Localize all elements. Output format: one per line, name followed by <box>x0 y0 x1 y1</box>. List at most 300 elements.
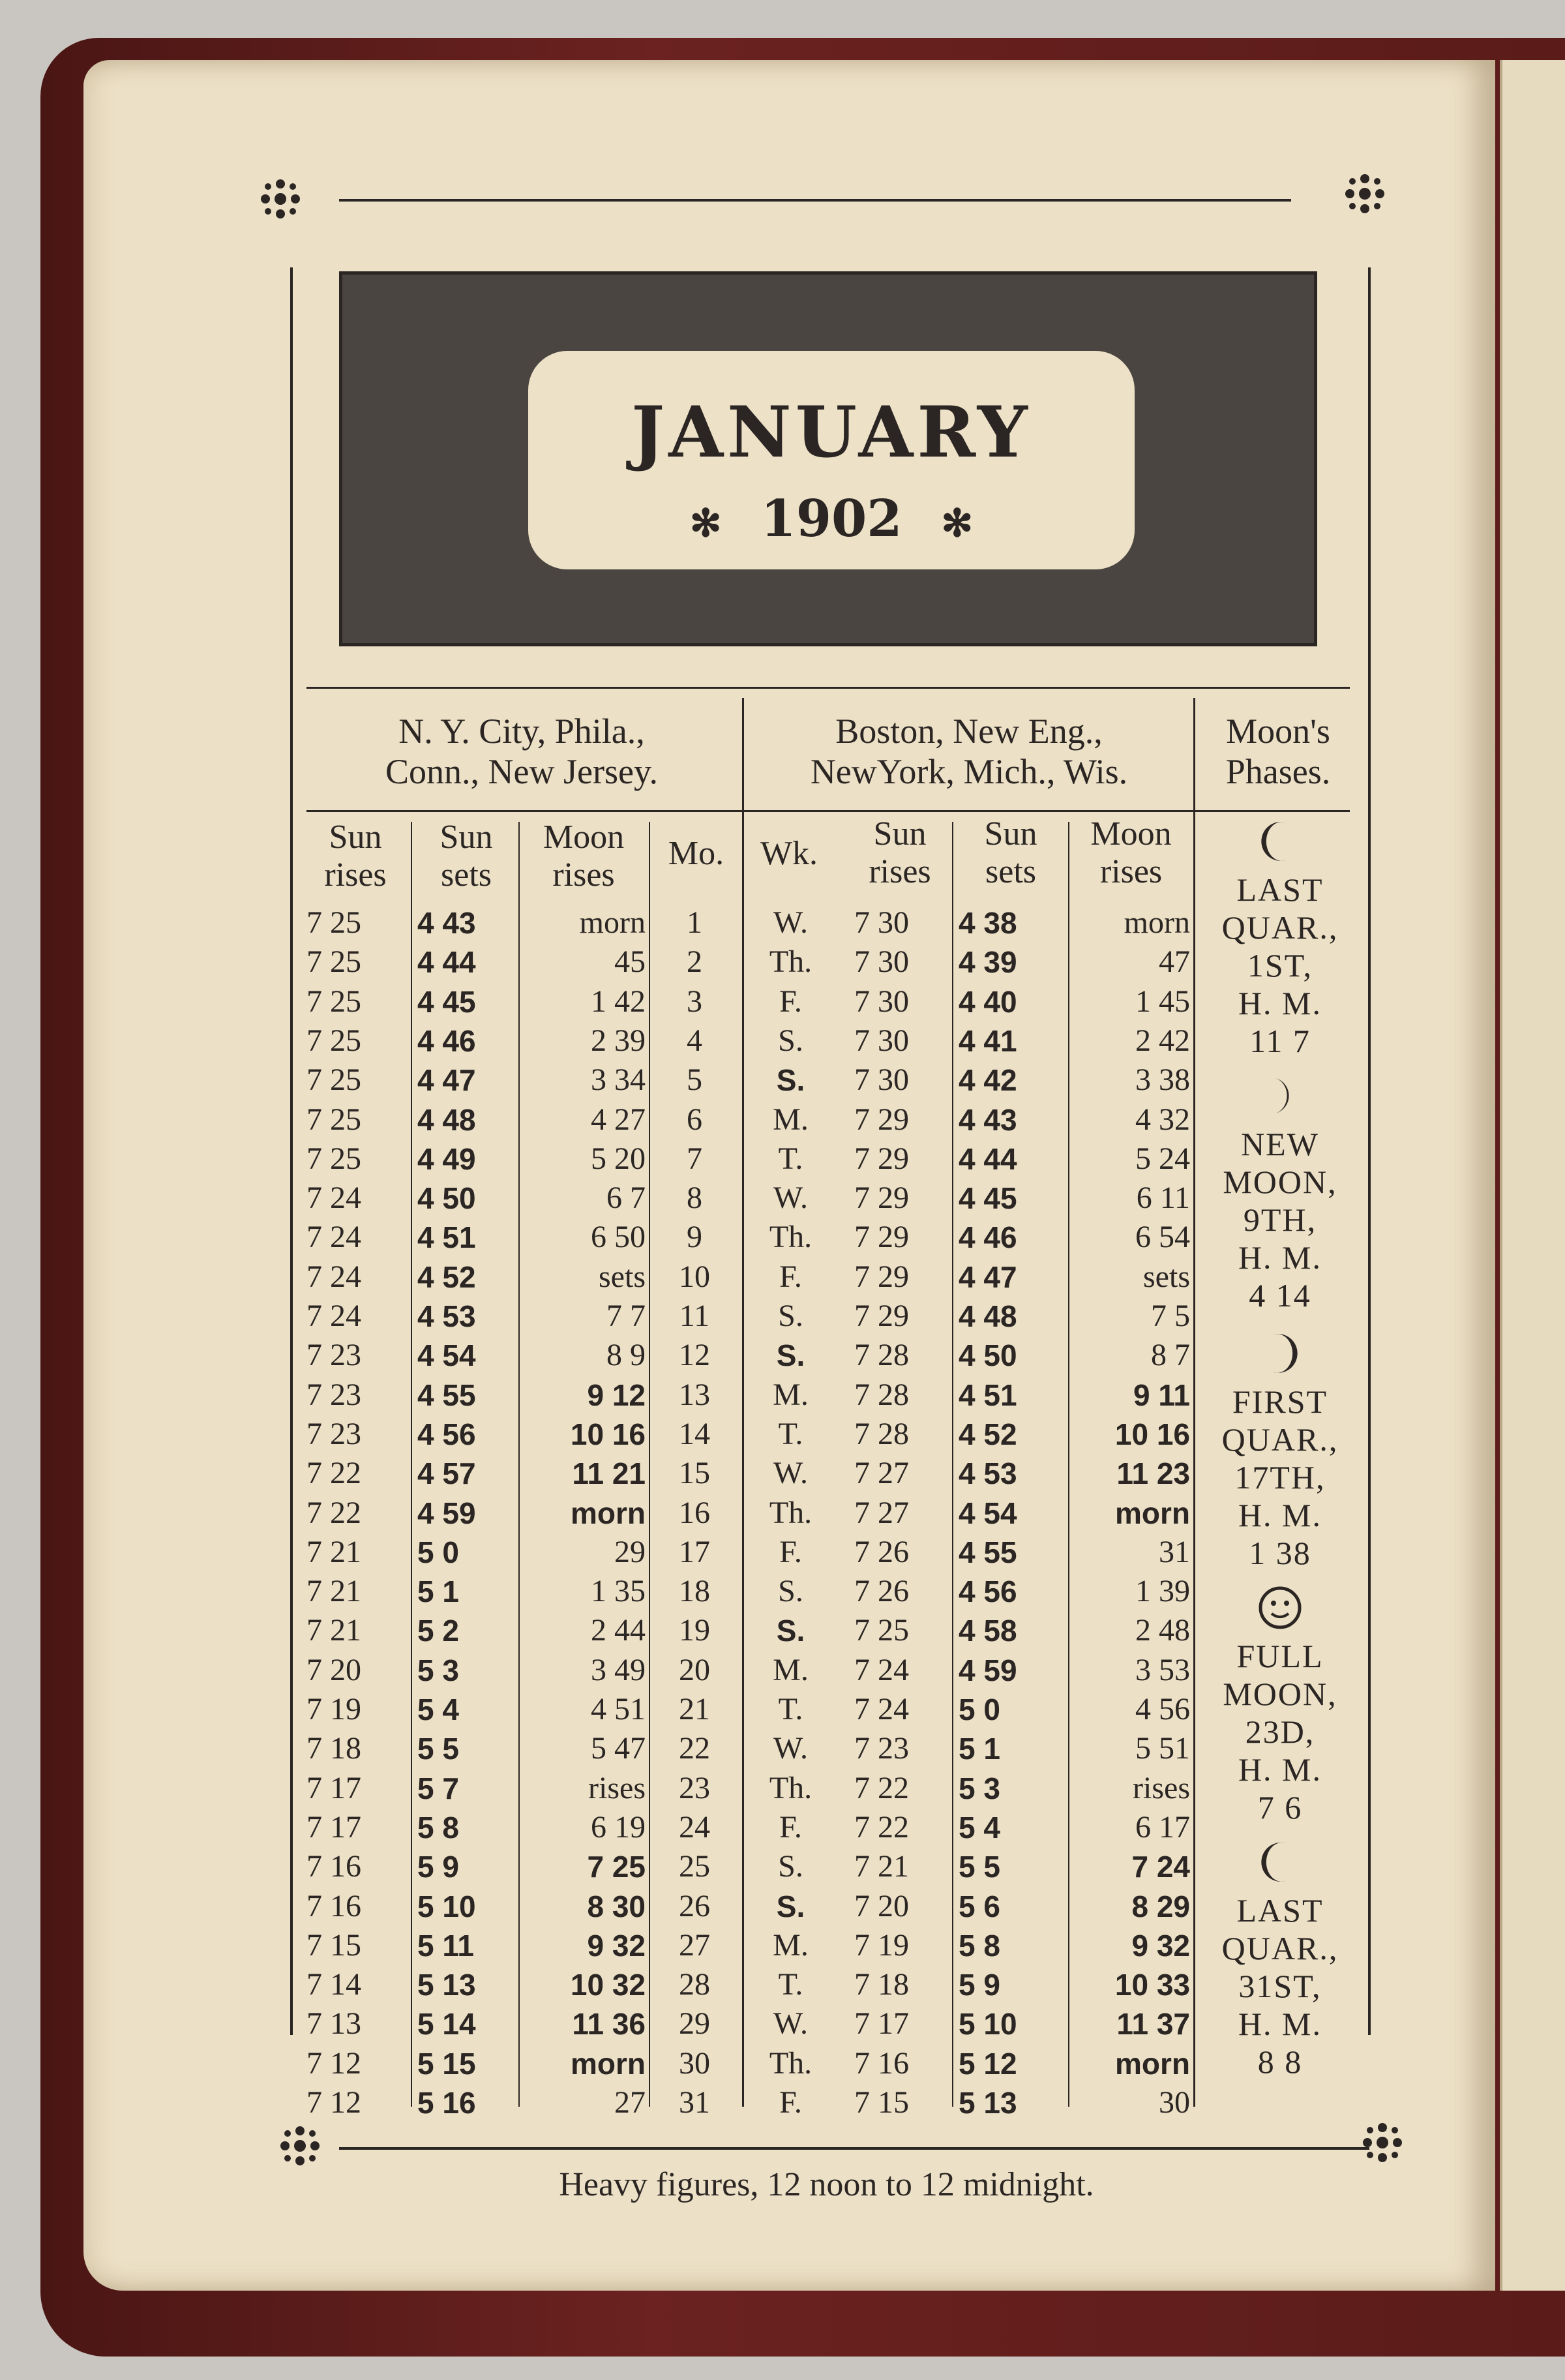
table-cell-b-moon: 6 17 <box>1135 1810 1190 1845</box>
table-cell-a-rise: 7 24 <box>306 1299 361 1333</box>
moon-phase-line: H. M. <box>1238 1239 1322 1276</box>
table-cell-wk: T. <box>778 1417 803 1451</box>
table-cell-b-rise: 7 16 <box>854 2046 909 2081</box>
table-cell-a-moon: 6 7 <box>606 1181 646 1215</box>
table-cell-b-rise: 7 29 <box>854 1102 909 1137</box>
table-cell-b-rise: 7 30 <box>854 984 909 1019</box>
table-cell-a-moon: rises <box>588 1771 646 1805</box>
moon-phase-line: H. M. <box>1238 1751 1322 1788</box>
table-cell-b-moon: 11 23 <box>1116 1456 1190 1490</box>
table-cell-b-set: 5 8 <box>959 1929 1000 1963</box>
table-cell-wk: Th. <box>769 1220 812 1254</box>
corner-ornament-icon <box>1342 171 1388 217</box>
table-cell-b-set: 4 52 <box>959 1417 1017 1451</box>
table-cell-b-moon: morn <box>1115 1496 1190 1530</box>
table-cell-wk: Th. <box>769 1771 812 1805</box>
column-divider <box>649 822 650 2107</box>
table-cell-mo: 29 <box>679 2006 710 2041</box>
table-cell-a-moon: 11 36 <box>572 2007 646 2041</box>
table-cell-b-set: 4 48 <box>959 1299 1017 1333</box>
table-cell-a-rise: 7 25 <box>306 984 361 1019</box>
moon-phase-entry <box>1199 1125 1362 1314</box>
table-cell-a-moon: morn <box>571 1496 646 1530</box>
table-cell-b-set: 4 38 <box>959 906 1017 940</box>
table-cell-mo: 4 <box>687 1023 702 1058</box>
table-cell-b-set: 5 3 <box>959 1771 1000 1805</box>
frame-right-line <box>1368 267 1371 2035</box>
table-cell-b-set: 4 53 <box>959 1456 1017 1490</box>
table-cell-b-set: 5 9 <box>959 1968 1000 2002</box>
moon-phase-line: LAST <box>1236 1892 1324 1929</box>
moon-phase-line: H. M. <box>1238 1497 1322 1533</box>
group-divider <box>742 698 744 2107</box>
table-cell-a-set: 4 44 <box>417 945 476 979</box>
moon-phase-line: QUAR., <box>1221 1930 1339 1966</box>
moon-phase-line: 8 8 <box>1257 2043 1303 2080</box>
table-cell-b-set: 4 39 <box>959 945 1017 979</box>
moon-phase-line: H. M. <box>1238 985 1322 1021</box>
table-cell-mo: 10 <box>679 1259 710 1294</box>
table-cell-mo: 20 <box>679 1653 710 1687</box>
table-cell-wk: S. <box>778 1574 803 1608</box>
table-cell-b-rise: 7 20 <box>854 1889 909 1923</box>
table-cell-a-moon: 3 49 <box>591 1653 646 1687</box>
table-cell-b-moon: 4 32 <box>1135 1102 1190 1137</box>
table-cell-b-rise: 7 27 <box>854 1456 909 1490</box>
table-cell-b-moon: morn <box>1124 905 1190 940</box>
table-cell-a-set: 5 15 <box>417 2047 476 2081</box>
table-cell-b-moon: 9 11 <box>1133 1378 1190 1412</box>
table-cell-b-rise: 7 15 <box>854 2085 909 2120</box>
table-cell-a-rise: 7 23 <box>306 1417 361 1451</box>
table-cell-b-moon: 31 <box>1159 1535 1190 1569</box>
table-cell-a-set: 4 54 <box>417 1338 476 1372</box>
moon-phase-line: NEW <box>1241 1126 1319 1162</box>
table-cell-b-moon: 8 29 <box>1131 1890 1190 1923</box>
table-cell-b-set: 5 12 <box>959 2047 1017 2081</box>
table-cell-b-rise: 7 17 <box>854 2006 909 2041</box>
table-cell-a-moon: 8 30 <box>587 1890 646 1923</box>
table-cell-b-set: 4 42 <box>959 1063 1017 1097</box>
table-cell-b-moon: 7 24 <box>1131 1850 1190 1884</box>
table-cell-wk: S. <box>776 1890 805 1923</box>
table-cell-a-moon: 8 9 <box>606 1338 646 1372</box>
table-cell-a-set: 5 11 <box>417 1929 474 1963</box>
table-cell-a-rise: 7 25 <box>306 905 361 940</box>
table-cell-b-set: 4 40 <box>959 985 1017 1019</box>
header-line: Conn., New Jersey. <box>385 752 658 791</box>
table-cell-b-rise: 7 30 <box>854 1062 909 1097</box>
table-cell-a-moon: 11 21 <box>572 1456 646 1490</box>
table-cell-mo: 8 <box>687 1181 702 1215</box>
col-header-sun-sets: Sun sets <box>440 819 493 894</box>
table-cell-b-set: 5 0 <box>959 1693 1000 1726</box>
table-cell-a-rise: 7 17 <box>306 1771 361 1805</box>
last-quarter-moon-icon <box>1257 819 1303 864</box>
table-cell-mo: 14 <box>679 1417 710 1451</box>
table-cell-a-set: 4 45 <box>417 985 476 1019</box>
col-header-sun-rises: Sun rises <box>324 819 387 894</box>
table-cell-a-moon: 45 <box>614 944 646 979</box>
table-cell-b-moon: 30 <box>1159 2085 1190 2120</box>
header-line: NewYork, Mich., Wis. <box>810 752 1128 791</box>
table-cell-b-rise: 7 29 <box>854 1181 909 1215</box>
table-cell-wk: M. <box>773 1928 809 1963</box>
table-cell-b-rise: 7 29 <box>854 1299 909 1333</box>
table-cell-mo: 2 <box>687 944 702 979</box>
table-cell-mo: 23 <box>679 1771 710 1805</box>
table-cell-b-rise: 7 28 <box>854 1417 909 1451</box>
table-cell-a-moon: 6 19 <box>591 1810 646 1845</box>
table-cell-wk: Th. <box>769 2046 812 2081</box>
table-cell-a-set: 5 1 <box>417 1574 459 1608</box>
table-cell-mo: 25 <box>679 1849 710 1884</box>
table-cell-wk: W. <box>773 1181 808 1215</box>
table-cell-b-rise: 7 28 <box>854 1338 909 1372</box>
table-cell-a-set: 4 57 <box>417 1456 476 1490</box>
table-cell-b-moon: sets <box>1143 1259 1190 1294</box>
table-cell-a-set: 4 53 <box>417 1299 476 1333</box>
corner-ornament-icon <box>1360 2120 1405 2165</box>
table-cell-b-set: 4 56 <box>959 1574 1017 1608</box>
table-cell-b-rise: 7 22 <box>854 1810 909 1845</box>
table-cell-a-set: 5 8 <box>417 1811 459 1845</box>
table-cell-a-rise: 7 13 <box>306 2006 361 2041</box>
table-cell-b-set: 5 6 <box>959 1890 1000 1923</box>
table-cell-a-set: 4 43 <box>417 906 476 940</box>
table-cell-a-rise: 7 25 <box>306 1141 361 1176</box>
table-cell-mo: 24 <box>679 1810 710 1845</box>
table-cell-b-set: 4 51 <box>959 1378 1017 1412</box>
table-cell-wk: M. <box>773 1653 809 1687</box>
table-cell-b-rise: 7 29 <box>854 1220 909 1254</box>
table-cell-a-rise: 7 20 <box>306 1653 361 1687</box>
frame-bottom-line <box>339 2147 1369 2150</box>
table-cell-a-moon: morn <box>571 2047 646 2081</box>
table-cell-b-moon: 1 39 <box>1135 1574 1190 1608</box>
table-cell-a-moon: 6 50 <box>591 1220 646 1254</box>
table-cell-mo: 13 <box>679 1378 710 1412</box>
table-cell-a-moon: 4 51 <box>591 1692 646 1726</box>
header-line: N. Y. City, Phila., <box>398 712 645 751</box>
table-cell-wk: T. <box>778 1967 803 2002</box>
table-cell-b-set: 5 5 <box>959 1850 1000 1884</box>
table-cell-a-set: 5 4 <box>417 1693 459 1726</box>
table-cell-b-set: 5 10 <box>959 2007 1017 2041</box>
column-divider <box>518 822 520 2107</box>
table-cell-mo: 26 <box>679 1889 710 1923</box>
table-cell-a-rise: 7 23 <box>306 1378 361 1412</box>
table-cell-mo: 16 <box>679 1496 710 1530</box>
table-cell-b-set: 4 44 <box>959 1142 1017 1176</box>
table-cell-b-rise: 7 19 <box>854 1928 909 1963</box>
table-cell-wk: S. <box>776 1614 805 1648</box>
table-cell-a-set: 4 59 <box>417 1496 476 1530</box>
moon-phase-line: MOON, <box>1223 1164 1337 1200</box>
table-cell-b-moon: 6 11 <box>1136 1181 1190 1215</box>
table-cell-wk: W. <box>773 1731 808 1766</box>
table-cell-wk: Th. <box>769 1496 812 1530</box>
table-cell-a-set: 4 51 <box>417 1220 476 1254</box>
table-cell-a-rise: 7 12 <box>306 2046 361 2081</box>
table-cell-b-moon: 1 45 <box>1135 984 1190 1019</box>
table-cell-b-moon: 4 56 <box>1135 1692 1190 1726</box>
table-cell-b-rise: 7 26 <box>854 1574 909 1608</box>
table-cell-a-rise: 7 22 <box>306 1456 361 1490</box>
column-divider <box>1068 822 1069 2107</box>
table-cell-a-rise: 7 25 <box>306 1062 361 1097</box>
table-cell-b-rise: 7 28 <box>854 1378 909 1412</box>
table-cell-b-rise: 7 30 <box>854 905 909 940</box>
table-cell-a-set: 4 56 <box>417 1417 476 1451</box>
footer-note: Heavy figures, 12 noon to 12 midnight. <box>559 2166 1094 2203</box>
table-cell-wk: T. <box>778 1141 803 1176</box>
table-cell-b-rise: 7 27 <box>854 1496 909 1530</box>
table-cell-mo: 12 <box>679 1338 710 1372</box>
table-cell-a-set: 4 49 <box>417 1142 476 1176</box>
table-cell-a-rise: 7 22 <box>306 1496 361 1530</box>
table-cell-mo: 28 <box>679 1967 710 2002</box>
table-cell-a-set: 5 14 <box>417 2007 476 2041</box>
moon-phase-line: H. M. <box>1238 2006 1322 2042</box>
table-cell-mo: 3 <box>687 984 702 1019</box>
table-cell-a-set: 4 50 <box>417 1181 476 1215</box>
col-header-wk: Wk. <box>760 835 818 872</box>
table-cell-a-set: 5 10 <box>417 1890 476 1923</box>
table-cell-a-moon: 27 <box>614 2085 646 2120</box>
header-line: Phases. <box>1225 752 1331 791</box>
moon-phase-line: 31ST, <box>1238 1968 1322 2004</box>
table-cell-a-set: 5 9 <box>417 1850 459 1884</box>
table-cell-b-set: 4 55 <box>959 1535 1017 1569</box>
table-cell-a-moon: 9 32 <box>587 1929 646 1963</box>
table-cell-b-set: 4 50 <box>959 1338 1017 1372</box>
table-cell-wk: M. <box>773 1102 809 1137</box>
table-cell-b-rise: 7 24 <box>854 1692 909 1726</box>
table-cell-a-set: 5 7 <box>417 1771 459 1805</box>
table-cell-wk: T. <box>778 1692 803 1726</box>
facing-page-edge <box>1500 60 1565 2291</box>
table-cell-wk: F. <box>779 984 802 1019</box>
table-cell-wk: F. <box>779 1535 802 1569</box>
table-cell-b-moon: 7 5 <box>1151 1299 1190 1333</box>
table-cell-a-set: 5 16 <box>417 2086 476 2120</box>
table-cell-b-set: 5 1 <box>959 1732 1000 1766</box>
table-cell-mo: 22 <box>679 1731 710 1766</box>
moon-phase-entry <box>1199 871 1362 1060</box>
table-cell-mo: 9 <box>687 1220 702 1254</box>
table-top-rule <box>306 687 1350 689</box>
table-cell-mo: 6 <box>687 1102 702 1137</box>
table-cell-wk: S. <box>778 1023 803 1058</box>
table-cell-a-rise: 7 18 <box>306 1731 361 1766</box>
table-cell-a-moon: 2 44 <box>591 1613 646 1648</box>
corner-ornament-icon <box>258 176 303 222</box>
table-cell-b-set: 4 54 <box>959 1496 1017 1530</box>
table-cell-b-set: 4 58 <box>959 1614 1017 1648</box>
table-cell-a-rise: 7 25 <box>306 944 361 979</box>
table-cell-a-set: 4 47 <box>417 1063 476 1097</box>
table-cell-b-moon: 5 51 <box>1135 1731 1190 1766</box>
table-cell-wk: M. <box>773 1378 809 1412</box>
table-cell-wk: S. <box>778 1299 803 1333</box>
table-cell-a-rise: 7 17 <box>306 1810 361 1845</box>
column-divider <box>952 822 953 2107</box>
asterisk-icon: ✻ <box>689 500 722 545</box>
table-cell-b-set: 4 47 <box>959 1260 1017 1294</box>
moon-phase-line: 17TH, <box>1234 1459 1326 1496</box>
table-cell-b-set: 5 4 <box>959 1811 1000 1845</box>
table-cell-b-rise: 7 23 <box>854 1731 909 1766</box>
year-line <box>528 489 1135 549</box>
table-cell-b-set: 5 13 <box>959 2086 1017 2120</box>
table-cell-b-rise: 7 30 <box>854 1023 909 1058</box>
header-line: Moon's <box>1226 712 1330 751</box>
table-cell-a-rise: 7 25 <box>306 1023 361 1058</box>
moon-phase-entry <box>1199 1637 1362 1826</box>
table-cell-wk: S. <box>776 1338 805 1372</box>
group-header-moon-phases <box>1197 711 1360 792</box>
table-cell-b-set: 4 59 <box>959 1653 1017 1687</box>
moon-phase-line: LAST <box>1236 871 1324 908</box>
year-title: 1902 <box>760 489 902 549</box>
table-cell-b-moon: 9 32 <box>1131 1929 1190 1963</box>
table-cell-wk: W. <box>773 1456 808 1490</box>
group-header-ny <box>306 711 737 792</box>
table-cell-b-rise: 7 24 <box>854 1653 909 1687</box>
table-cell-wk: S. <box>776 1063 805 1097</box>
moon-phase-line: 4 14 <box>1249 1277 1311 1314</box>
table-cell-mo: 17 <box>679 1535 710 1569</box>
col-header-mo: Mo. <box>668 835 724 872</box>
table-cell-b-moon: 11 37 <box>1116 2007 1190 2041</box>
col-header-sun-sets-2: Sun sets <box>984 815 1037 890</box>
col-header-sun-rises-2: Sun rises <box>869 815 931 890</box>
table-cell-b-rise: 7 29 <box>854 1141 909 1176</box>
asterisk-icon: ✻ <box>941 500 974 545</box>
table-cell-wk: F. <box>779 2085 802 2120</box>
table-cell-a-moon: 1 42 <box>591 984 646 1019</box>
table-cell-a-rise: 7 19 <box>306 1692 361 1726</box>
table-cell-a-moon: 7 25 <box>587 1850 646 1884</box>
table-cell-b-rise: 7 18 <box>854 1967 909 2002</box>
table-cell-mo: 18 <box>679 1574 710 1608</box>
table-cell-a-set: 4 52 <box>417 1260 476 1294</box>
table-cell-a-moon: 5 47 <box>591 1731 646 1766</box>
moon-phase-line: FIRST <box>1232 1383 1328 1420</box>
table-cell-a-set: 5 5 <box>417 1732 459 1766</box>
table-cell-mo: 21 <box>679 1692 710 1726</box>
table-cell-b-rise: 7 22 <box>854 1771 909 1805</box>
table-cell-b-moon: 47 <box>1159 944 1190 979</box>
moon-phase-entry <box>1199 1383 1362 1572</box>
first-quarter-moon-icon <box>1257 1331 1303 1376</box>
table-cell-mo: 30 <box>679 2046 710 2081</box>
moon-phase-line: 7 6 <box>1257 1789 1303 1826</box>
table-cell-b-moon: 2 42 <box>1135 1023 1190 1058</box>
table-cell-mo: 31 <box>679 2085 710 2120</box>
header-line: Boston, New Eng., <box>835 712 1103 751</box>
group-header-boston <box>745 711 1193 792</box>
col-header-moon-rises-2: Moon rises <box>1090 815 1172 890</box>
table-cell-b-moon: rises <box>1133 1771 1190 1805</box>
table-cell-b-rise: 7 26 <box>854 1535 909 1569</box>
col-header-moon-rises: Moon rises <box>543 819 625 894</box>
table-cell-a-moon: 1 35 <box>591 1574 646 1608</box>
table-cell-mo: 11 <box>679 1299 710 1333</box>
table-cell-wk: W. <box>773 905 808 940</box>
table-cell-b-moon: 2 48 <box>1135 1613 1190 1648</box>
table-cell-mo: 19 <box>679 1613 710 1648</box>
frame-top-line <box>339 199 1291 202</box>
group-divider <box>1193 698 1195 2107</box>
table-cell-b-moon: 10 16 <box>1114 1417 1190 1451</box>
moon-phase-line: 23D, <box>1245 1713 1315 1750</box>
corner-ornament-icon <box>277 2123 323 2169</box>
table-cell-a-rise: 7 23 <box>306 1338 361 1372</box>
table-cell-a-set: 5 13 <box>417 1968 476 2002</box>
moon-phase-line: FULL <box>1236 1638 1324 1674</box>
table-cell-wk: F. <box>779 1259 802 1294</box>
table-cell-a-rise: 7 15 <box>306 1928 361 1963</box>
table-cell-mo: 5 <box>687 1062 702 1097</box>
table-cell-a-moon: sets <box>599 1259 646 1294</box>
table-cell-a-moon: 29 <box>614 1535 646 1569</box>
table-cell-a-rise: 7 21 <box>306 1535 361 1569</box>
table-cell-b-rise: 7 25 <box>854 1613 909 1648</box>
moon-phase-line: 1ST, <box>1247 947 1313 984</box>
table-cell-a-moon: 7 7 <box>606 1299 646 1333</box>
table-cell-wk: Th. <box>769 944 812 979</box>
frame-left-line <box>290 267 293 2035</box>
table-cell-b-rise: 7 21 <box>854 1849 909 1884</box>
table-cell-b-moon: 10 33 <box>1114 1968 1190 2002</box>
last-quarter-moon-icon <box>1257 1839 1303 1885</box>
table-cell-a-set: 5 2 <box>417 1614 459 1648</box>
table-cell-a-rise: 7 24 <box>306 1259 361 1294</box>
moon-phase-entry <box>1199 1891 1362 2081</box>
table-cell-b-moon: 3 38 <box>1135 1062 1190 1097</box>
table-cell-a-moon: 10 32 <box>570 1968 646 2002</box>
table-cell-b-set: 4 45 <box>959 1181 1017 1215</box>
table-cell-a-moon: 2 39 <box>591 1023 646 1058</box>
table-cell-a-set: 5 0 <box>417 1535 459 1569</box>
table-cell-b-moon: 3 53 <box>1135 1653 1190 1687</box>
table-cell-mo: 15 <box>679 1456 710 1490</box>
table-cell-b-rise: 7 30 <box>854 944 909 979</box>
moon-phase-line: 9TH, <box>1243 1201 1317 1238</box>
table-cell-a-moon: 10 16 <box>570 1417 646 1451</box>
table-cell-b-moon: 5 24 <box>1135 1141 1190 1176</box>
new-moon-icon <box>1257 1073 1303 1119</box>
table-cell-wk: W. <box>773 2006 808 2041</box>
full-moon-face-icon <box>1257 1585 1303 1631</box>
table-cell-a-set: 4 46 <box>417 1024 476 1058</box>
table-cell-a-rise: 7 24 <box>306 1220 361 1254</box>
table-cell-a-rise: 7 14 <box>306 1967 361 2002</box>
moon-phase-line: 11 7 <box>1249 1023 1311 1059</box>
table-cell-a-set: 4 48 <box>417 1103 476 1137</box>
table-cell-a-rise: 7 24 <box>306 1181 361 1215</box>
table-cell-b-set: 4 46 <box>959 1220 1017 1254</box>
table-cell-a-set: 5 3 <box>417 1653 459 1687</box>
table-cell-a-moon: 9 12 <box>587 1378 646 1412</box>
moon-phase-line: QUAR., <box>1221 1421 1339 1458</box>
month-title: JANUARY <box>631 391 1032 474</box>
table-cell-mo: 27 <box>679 1928 710 1963</box>
table-cell-b-set: 4 43 <box>959 1103 1017 1137</box>
table-cell-a-rise: 7 16 <box>306 1889 361 1923</box>
